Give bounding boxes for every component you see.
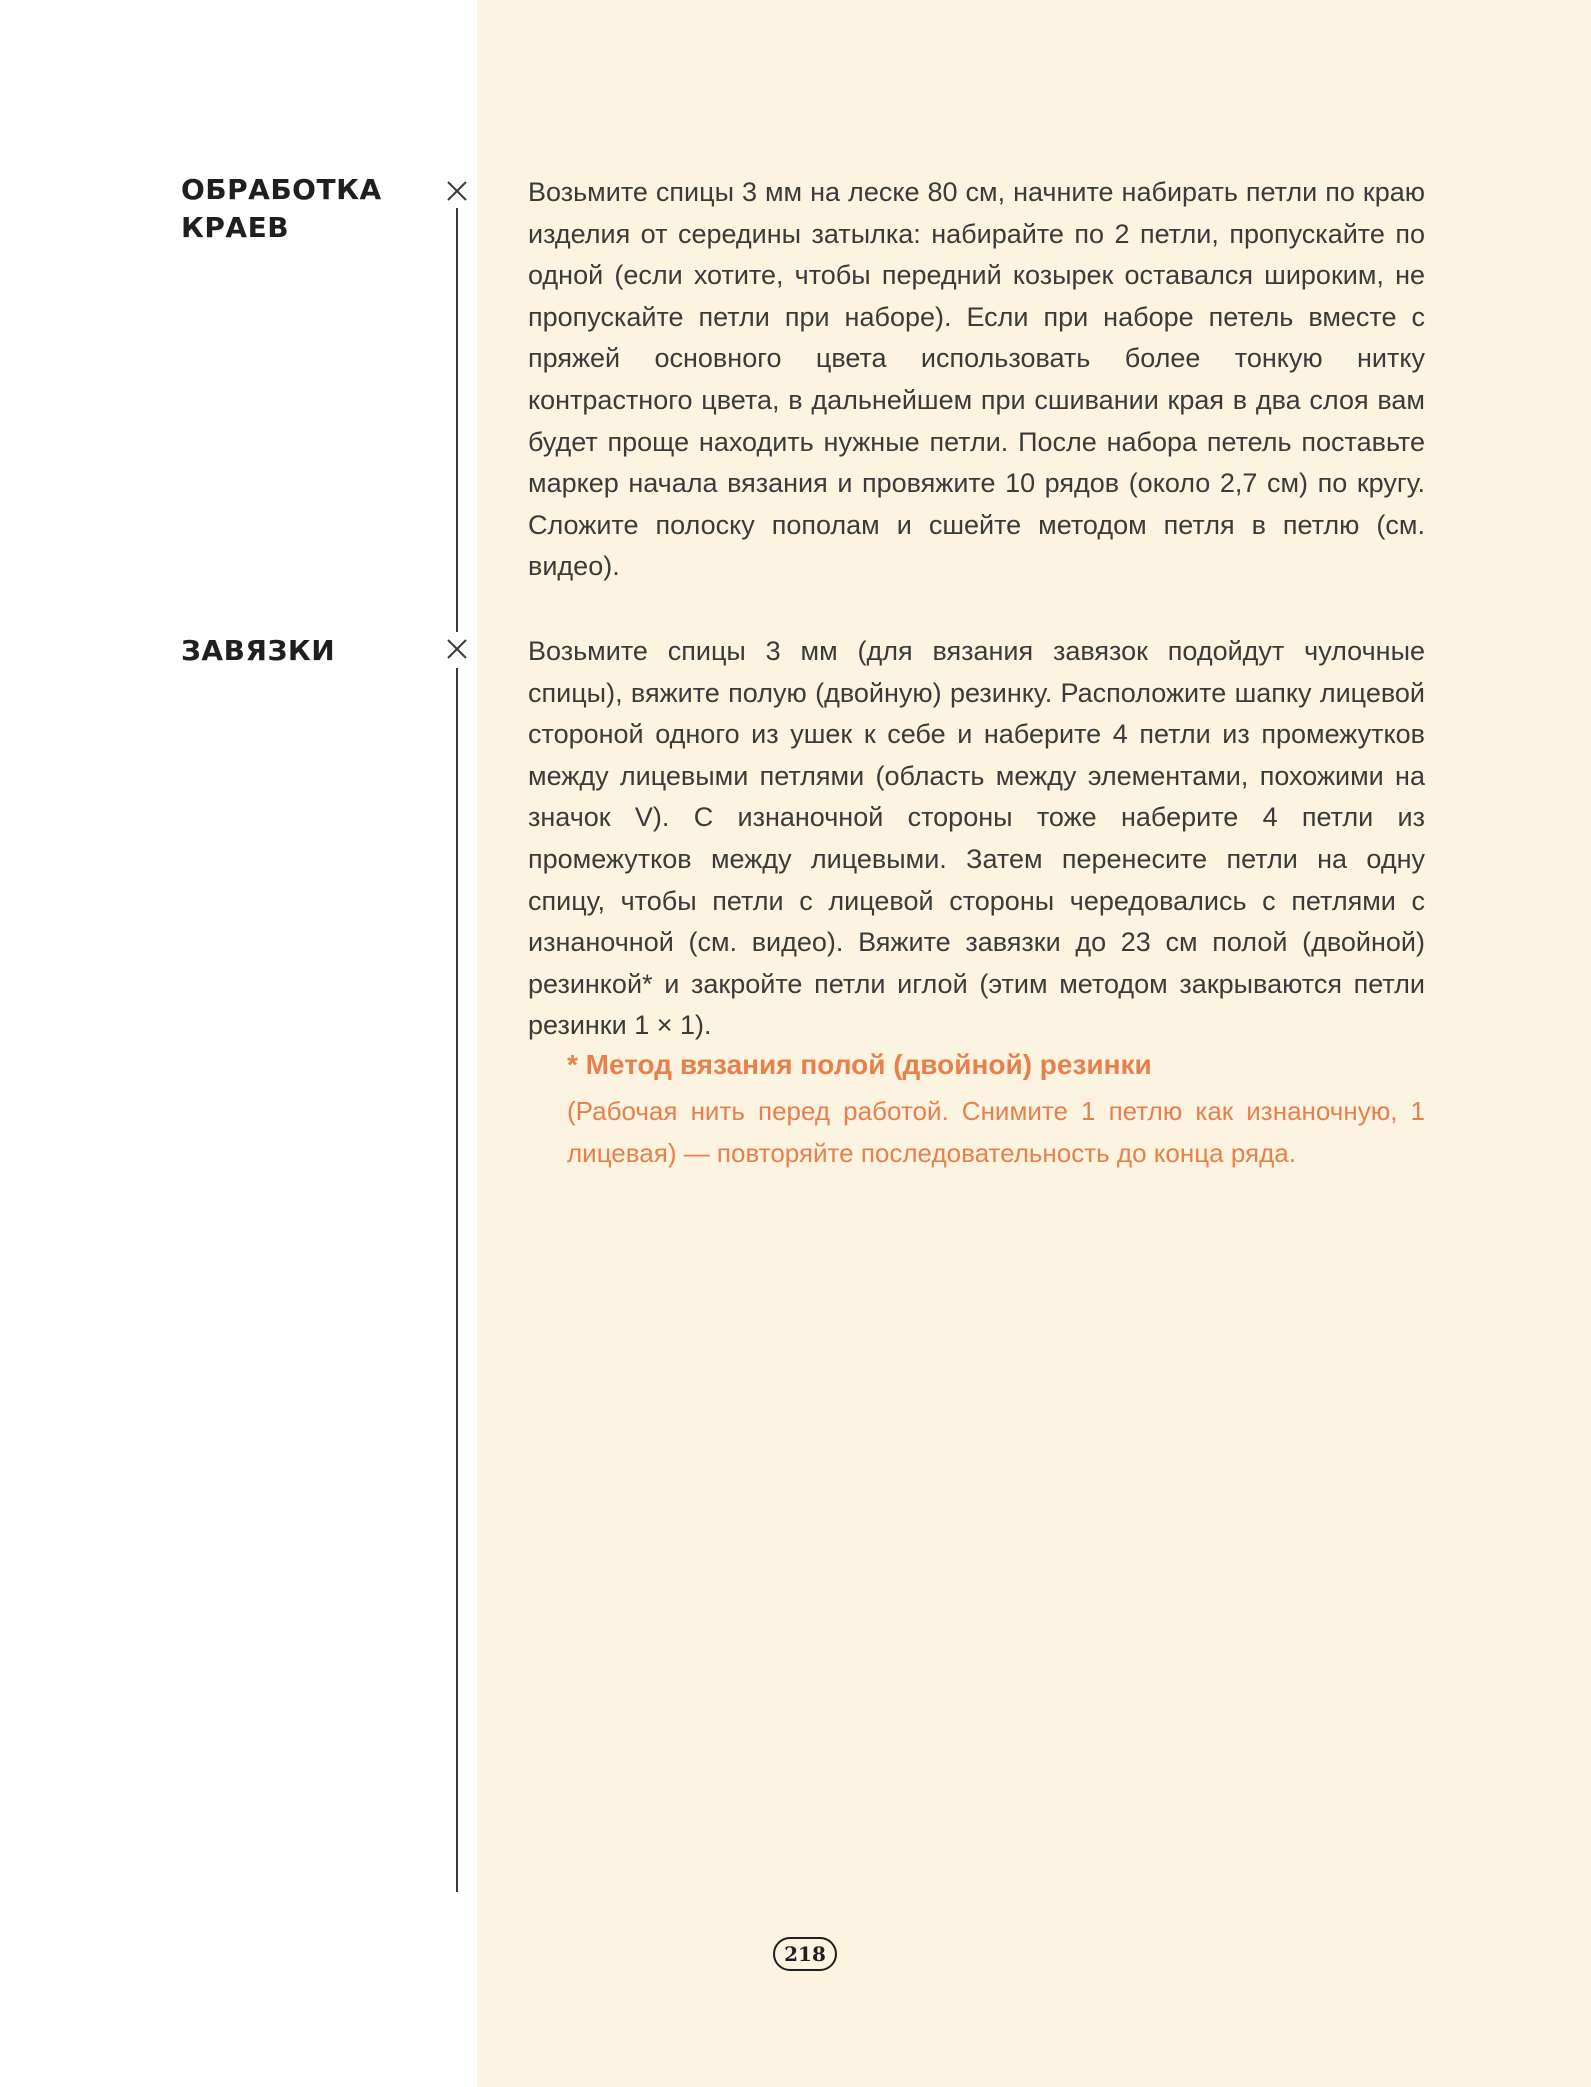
cross-icon: [445, 637, 469, 661]
section-divider-line: [456, 208, 458, 632]
section-body-edge-finishing: Возьмите спицы 3 мм на леске 80 см, начните набирать петли по краю изделия от середины затылка: набирайте по 2 петли, пропускайте по одной (если хотите, чтобы передний козырек оставался широким, не пропускайте петли при наборе). Если при наборе петель вместе с пряжей основного цвета использовать более тонкую нитку контрастного цвета, в дальнейшем при сшивании края в два слоя вам будет проще находить нужные петли. После набора петель поставьте маркер начала вязания и провяжите 10 рядов (около 2,7 см) по кругу. Сложите полоску пополам и сшейте методом петля в петлю (см. видео).: [528, 177, 1425, 582]
section-heading-edge-finishing: ОБРАБОТКА КРАЕВ: [181, 173, 382, 244]
section-heading-ties: ЗАВЯЗКИ: [181, 634, 336, 667]
section-body-ties: Возьмите спицы 3 мм (для вязания завязок подойдут чулочные спицы), вяжите полую (двойную) резинку. Расположите шапку лицевой стороной одного из ушек к себе и наберите 4 петли из промежутков между лицевыми петлями (область между элементами, похожими на значок V). С изнаночной стороны тоже наберите 4 петли из промежутков между лицевыми. Затем перенесите петли на одну спицу, чтобы петли с лицевой стороны чередовались с петлями с изнаночной (см. видео). Вяжите завязки до 23 см полой (двойной) резинкой* и закройте петли иглой (этим методом закрываются петли резинки 1 × 1).: [528, 636, 1425, 1041]
section-divider-line: [456, 668, 458, 1892]
note-text: (Рабочая нить перед работой. Снимите 1 петлю как изнаночную, 1 лицевая) — повторяйте последовательность до конца ряда.: [567, 1096, 1425, 1168]
note-title: * Метод вязания полой (двойной) резинки: [567, 1049, 1152, 1080]
page-number: 218: [773, 1937, 837, 1971]
cross-icon: [445, 179, 469, 203]
